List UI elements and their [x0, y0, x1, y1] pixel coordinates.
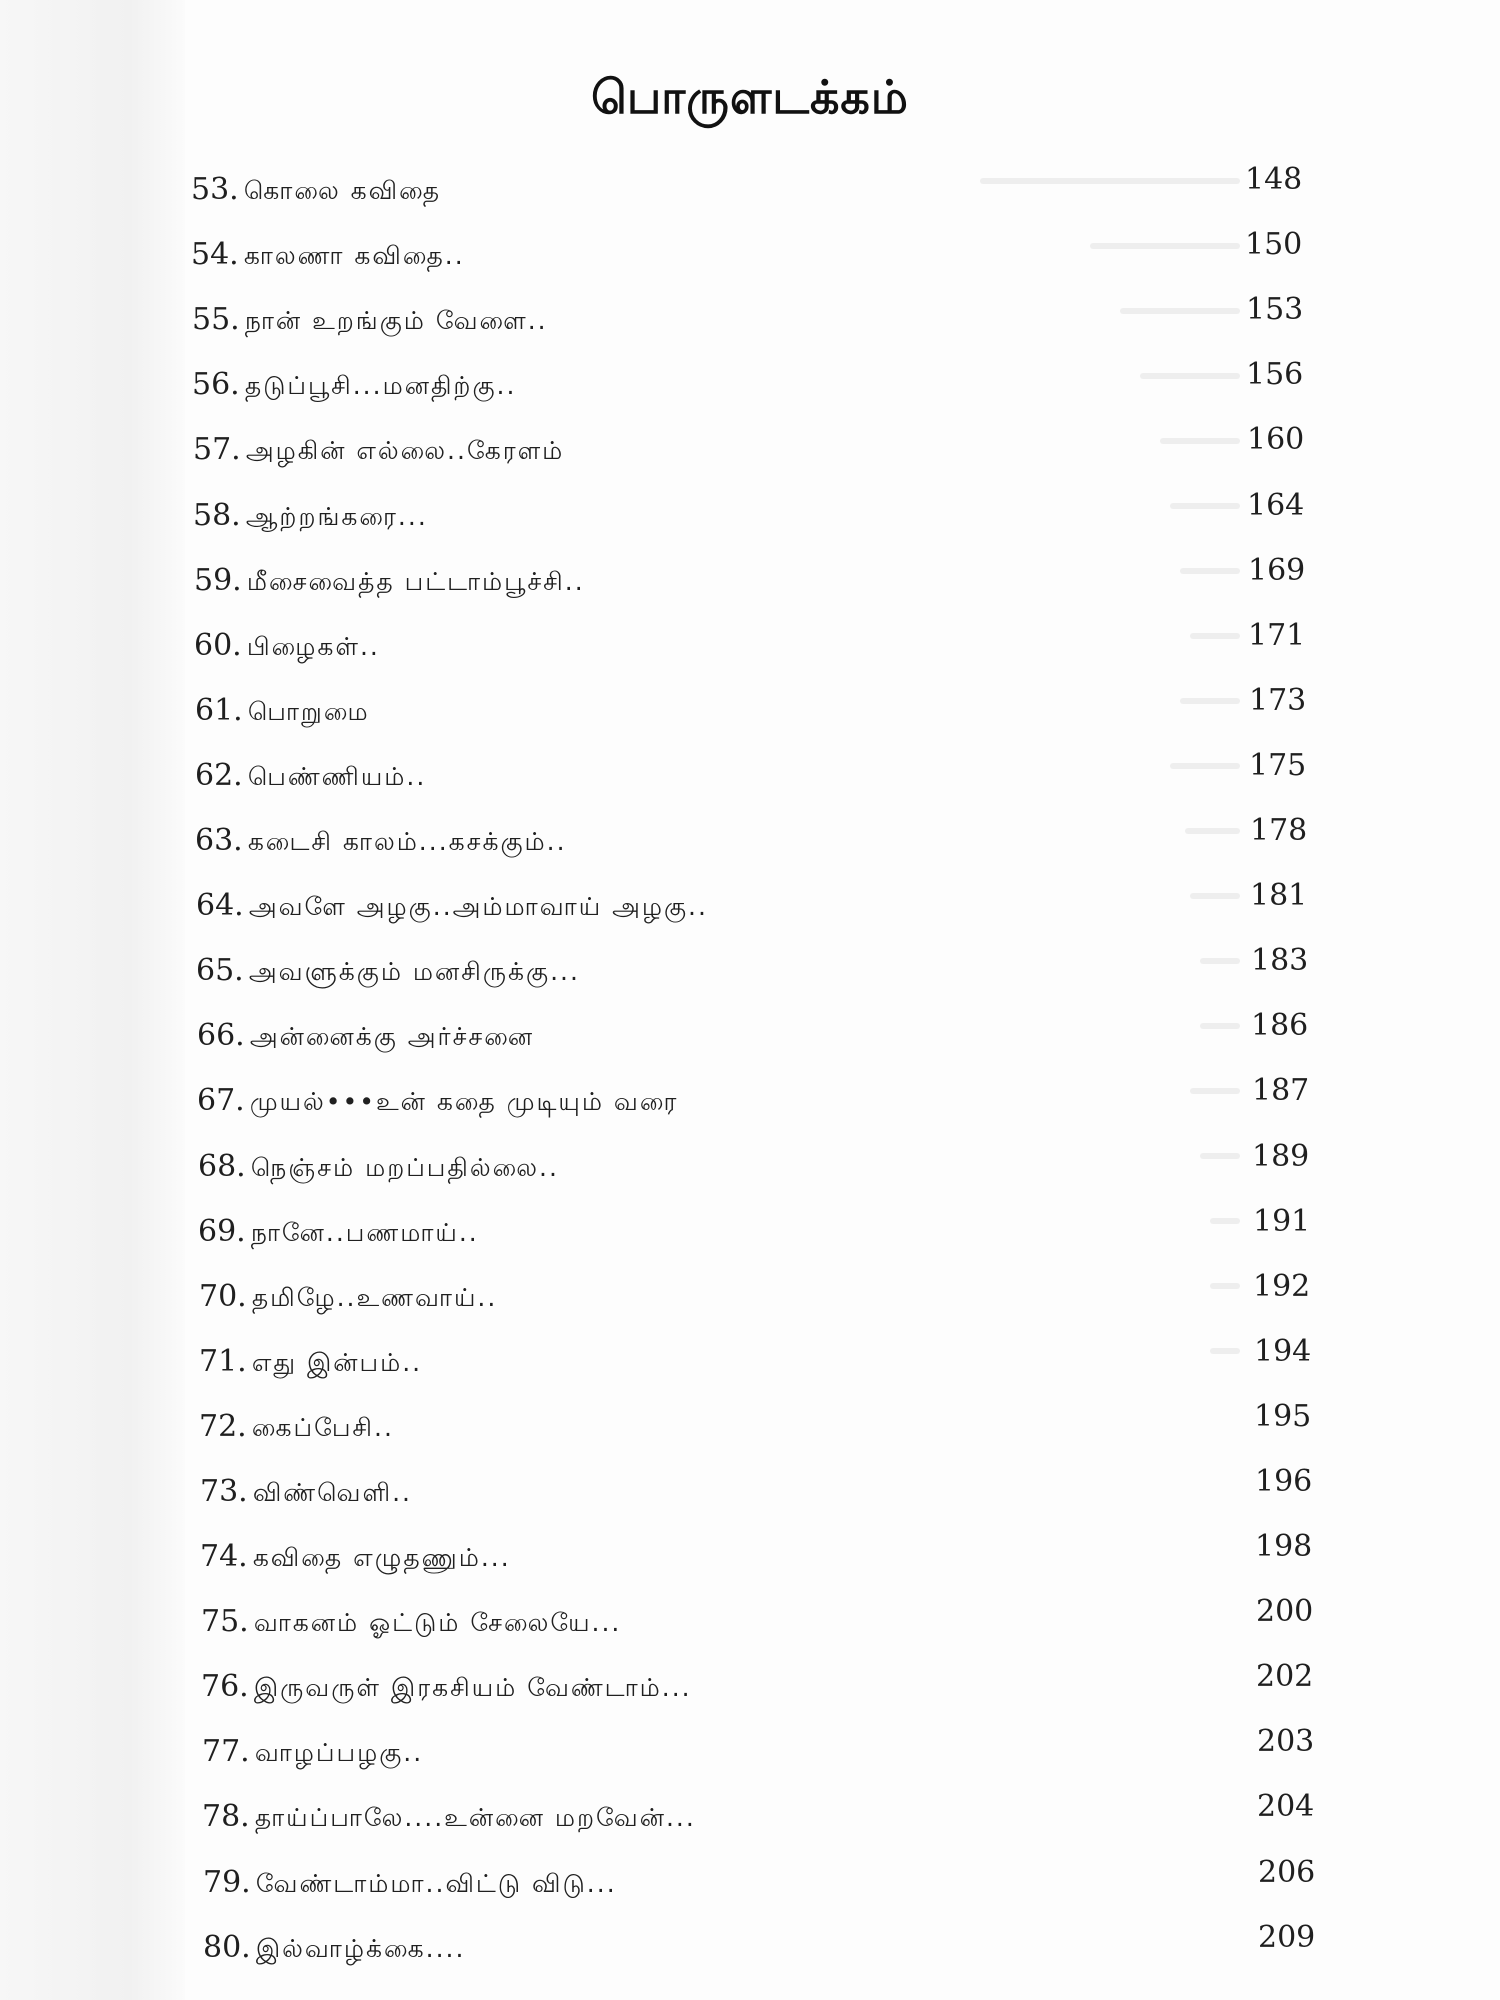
toc-entry-number: 65.	[196, 953, 244, 988]
toc-entry	[203, 1923, 465, 1973]
toc-entry	[200, 1467, 412, 1517]
toc-entry	[193, 425, 564, 475]
toc-entry-number: 63.	[195, 823, 243, 858]
toc-entry-page-number: 191	[1253, 1204, 1311, 1239]
toc-entry-number: 54.	[191, 237, 239, 272]
toc-entry	[195, 751, 426, 801]
toc-entry	[191, 230, 465, 280]
toc-entry	[196, 881, 708, 931]
toc-entry-number: 55.	[192, 302, 240, 337]
toc-entry-page-number: 181	[1250, 878, 1308, 913]
toc-entry-title: பொறுமை	[247, 697, 370, 726]
toc-entry-page-number: 192	[1253, 1269, 1311, 1304]
toc-entry-page-number: 175	[1249, 748, 1307, 783]
toc-entry-number: 77.	[202, 1734, 250, 1769]
toc-entry-title: வாழப்பழகு..	[254, 1738, 424, 1767]
toc-entry-page-number: 173	[1249, 683, 1307, 718]
toc-entry-number: 58.	[193, 498, 241, 533]
toc-entry	[198, 1207, 479, 1257]
toc-entry-page-number: 200	[1256, 1594, 1314, 1629]
toc-entry	[202, 1727, 423, 1777]
toc-entry-title: தமிழே..உணவாய்..	[251, 1283, 498, 1312]
toc-entry-page-number: 196	[1255, 1464, 1313, 1499]
toc-entry-page-number: 164	[1247, 488, 1305, 523]
toc-entry-number: 57.	[193, 432, 241, 467]
toc-entry-page-number: 156	[1246, 357, 1304, 392]
toc-entry	[203, 1858, 617, 1908]
toc-entry	[191, 165, 441, 215]
page-title: பொருளடக்கம்	[591, 70, 909, 124]
toc-entry	[195, 686, 370, 736]
toc-entry-number: 66.	[197, 1018, 245, 1053]
toc-entry-title: கடைசி காலம்...கசக்கும்..	[247, 827, 567, 856]
toc-entry-number: 64.	[196, 888, 244, 923]
toc-entry-title: தடுப்பூசி...மனதிற்கு..	[244, 371, 517, 400]
toc-entry-title: நான் உறங்கும் வேளை..	[244, 306, 548, 335]
toc-entry-title: நெஞ்சம் மறப்பதில்லை..	[250, 1153, 559, 1182]
toc-entry	[202, 1792, 696, 1842]
toc-entry-page-number: 204	[1257, 1789, 1315, 1824]
toc-entry-number: 61.	[195, 693, 243, 728]
toc-entry-number: 62.	[195, 758, 243, 793]
toc-entry-title: நானே..பணமாய்..	[250, 1218, 479, 1247]
toc-entry-page-number: 194	[1254, 1334, 1312, 1369]
toc-entry-number: 69.	[198, 1214, 246, 1249]
toc-entry	[196, 946, 580, 996]
toc-entry-number: 78.	[202, 1799, 250, 1834]
toc-entry-number: 70.	[199, 1279, 247, 1314]
toc-entry-page-number: 186	[1251, 1008, 1309, 1043]
toc-entry	[199, 1402, 394, 1452]
toc-entry-number: 59.	[194, 563, 242, 598]
toc-entry	[200, 1532, 511, 1582]
toc-entry	[193, 491, 428, 541]
toc-entry-number: 71.	[199, 1344, 247, 1379]
toc-entry-number: 67.	[197, 1083, 245, 1118]
toc-entry-title: முயல்•••உன் கதை முடியும் வரை	[249, 1087, 679, 1116]
toc-entry-number: 76.	[201, 1669, 249, 1704]
toc-entry-page-number: 189	[1252, 1139, 1310, 1174]
toc-entry-page-number: 202	[1256, 1659, 1314, 1694]
toc-entry	[201, 1597, 621, 1647]
toc-entry-page-number: 203	[1257, 1724, 1315, 1759]
toc-entry-page-number: 150	[1245, 227, 1303, 262]
toc-entry-number: 73.	[200, 1474, 248, 1509]
toc-entry-title: ஆற்றங்கரை...	[245, 502, 428, 531]
toc-entry	[194, 556, 585, 606]
toc-entry-title: வேண்டாம்மா..விட்டு விடு...	[255, 1869, 617, 1898]
toc-entry-page-number: 187	[1252, 1073, 1310, 1108]
toc-entry-number: 74.	[200, 1539, 248, 1574]
toc-entry-page-number: 209	[1258, 1920, 1316, 1955]
toc-entry-title: அவளே அழகு..அம்மாவாய் அழகு..	[248, 892, 708, 921]
toc-entry-page-number: 178	[1250, 813, 1308, 848]
toc-entry-title: வாகனம் ஓட்டும் சேலையே...	[253, 1608, 622, 1637]
toc-entry-number: 75.	[201, 1604, 249, 1639]
toc-entry-title: கொலை கவிதை	[243, 176, 442, 205]
toc-entry-page-number: 206	[1258, 1855, 1316, 1890]
toc-entry-title: தாய்ப்பாலே....உன்னை மறவேன்...	[254, 1803, 696, 1832]
toc-entry	[198, 1142, 559, 1192]
toc-entry	[195, 816, 567, 866]
toc-entry-number: 60.	[194, 628, 242, 663]
toc-entry	[192, 360, 516, 410]
toc-entry-title: பெண்ணியம்..	[247, 762, 427, 791]
toc-entry-number: 68.	[198, 1149, 246, 1184]
toc-entry	[201, 1662, 692, 1712]
toc-entry-page-number: 183	[1251, 943, 1309, 978]
toc-entry	[194, 621, 380, 671]
toc-entry-number: 80.	[203, 1930, 251, 1965]
toc-entry-title: இருவருள் இரகசியம் வேண்டாம்...	[253, 1673, 692, 1702]
toc-entry	[197, 1076, 678, 1126]
toc-entry-page-number: 160	[1247, 422, 1305, 457]
toc-entry-number: 79.	[203, 1865, 251, 1900]
toc-entry	[199, 1272, 497, 1322]
toc-entry-page-number: 171	[1248, 618, 1306, 653]
toc-entry-page-number: 169	[1248, 553, 1306, 588]
toc-entry-title: கவிதை எழுதணும்...	[252, 1543, 511, 1572]
toc-entry-number: 53.	[191, 172, 239, 207]
toc-entry-title: காலணா கவிதை..	[243, 241, 465, 270]
toc-entry-title: இல்வாழ்க்கை....	[255, 1934, 466, 1963]
toc-entry	[192, 295, 548, 345]
toc-entry-page-number: 148	[1245, 162, 1303, 197]
toc-entry	[197, 1011, 534, 1061]
toc-entry-title: விண்வெளி..	[252, 1478, 412, 1507]
toc-entry-page-number: 195	[1254, 1399, 1312, 1434]
toc-entry	[199, 1337, 422, 1387]
toc-entry-title: பிழைகள்..	[246, 632, 380, 661]
toc-entry-title: அழகின் எல்லை..கேரளம்	[245, 436, 565, 465]
toc-entry-page-number: 153	[1246, 292, 1304, 327]
toc-entry-page-number: 198	[1255, 1529, 1313, 1564]
toc-entry-title: எது இன்பம்..	[251, 1348, 423, 1377]
toc-entry-title: அவளுக்கும் மனசிருக்கு...	[248, 957, 580, 986]
toc-entry-number: 72.	[199, 1409, 247, 1444]
toc-entry-title: அன்னைக்கு அர்ச்சனை	[249, 1022, 535, 1051]
toc-entry-title: கைப்பேசி..	[251, 1413, 394, 1442]
toc-entry-title: மீசைவைத்த பட்டாம்பூச்சி..	[246, 567, 585, 596]
toc-entry-number: 56.	[192, 367, 240, 402]
